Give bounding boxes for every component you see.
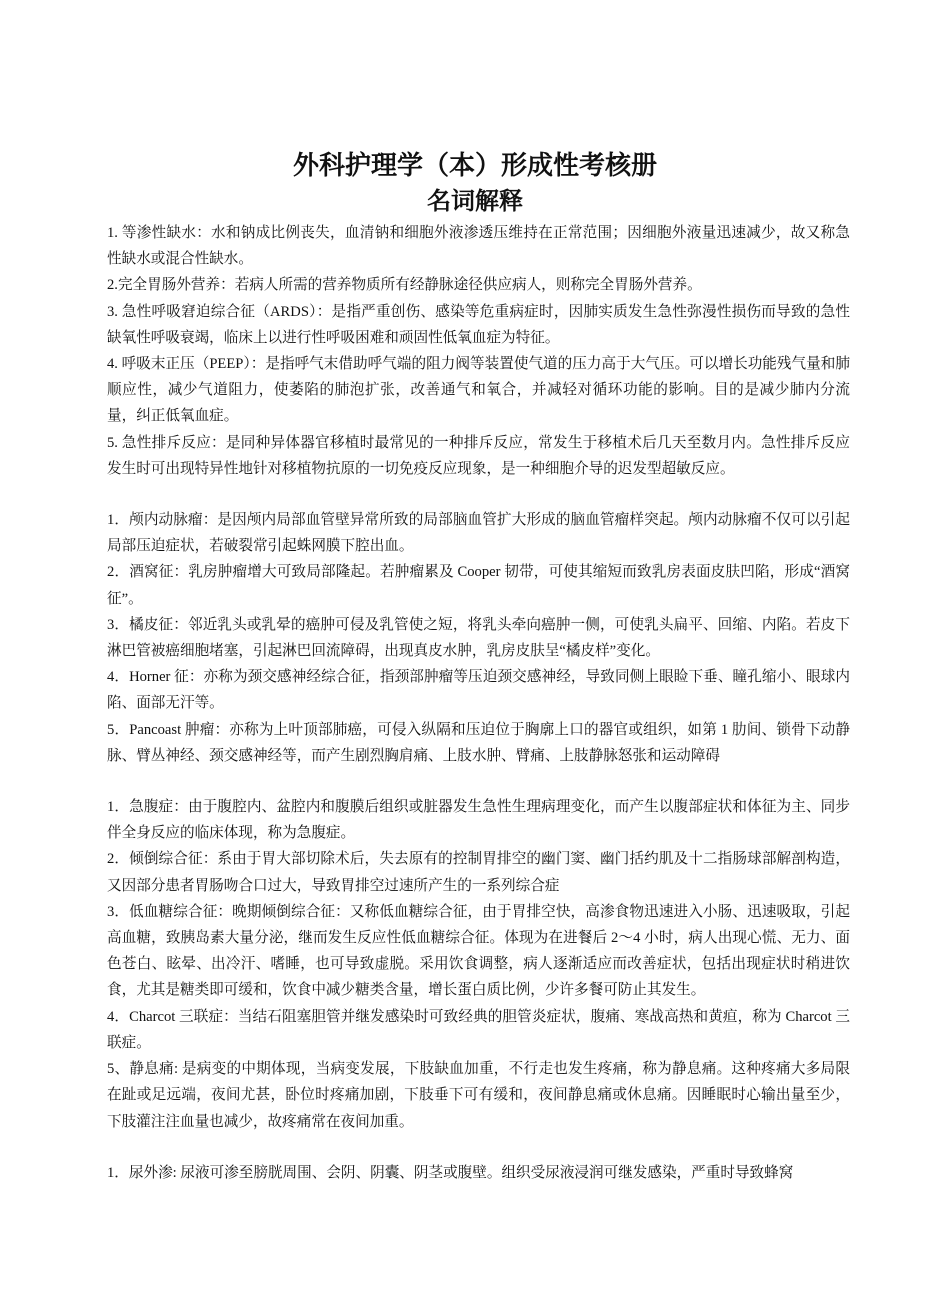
definition-item: 2．酒窝征：乳房肿瘤增大可致局部隆起。若肿瘤累及 Cooper 韧带，可使其缩短而致乳房表面皮肤凹陷，形成“酒窝征”。 [107, 564, 850, 607]
definition-item: 5、静息痛: 是病变的中期体现，当病变发展，下肢缺血加重，不行走也发生疼痛，称为静息痛。这种疼痛大多局限在趾或足远端，夜间尤甚，卧位时疼痛加剧，下肢垂下可有缓和，夜间静息痛或休息痛。因睡眠时心输出量至少，下肢灌注注血量也减少，故疼痛常在夜间加重。 [107, 1061, 850, 1130]
definition-item: 2.完全胃肠外营养：若病人所需的营养物质所有经静脉途径供应病人，则称完全胃肠外营养。 [107, 277, 702, 294]
definition-item: 1．尿外渗: 尿液可渗至膀胱周围、会阴、阴囊、阴茎或腹壁。组织受尿液浸润可继发感染，严重时导致蜂窝 [107, 1164, 794, 1181]
definition-item: 5．Pancoast 肿瘤：亦称为上叶顶部肺癌，可侵入纵隔和压迫位于胸廓上口的器官或组织，如第 1 肋间、锁骨下动静脉、臂丛神经、颈交感神经等，而产生剧烈胸肩痛、上肢水肿、臂痛、上肢静脉怒张和运动障碍 [107, 721, 850, 764]
definition-item: 1．颅内动脉瘤：是因颅内局部血管壁异常所致的局部脑血管扩大形成的脑血管瘤样突起。颅内动脉瘤不仅可以引起局部压迫症状，若破裂常引起蛛网膜下腔出血。 [107, 512, 850, 555]
definition-item: 4．Charcot 三联症：当结石阻塞胆管并继发感染时可致经典的胆管炎症状，腹痛、寒战高热和黄疸，称为 Charcot 三联症。 [107, 1008, 850, 1051]
definition-group-2 [107, 507, 850, 769]
definition-item: 3．低血糖综合征：晚期倾倒综合征：又称低血糖综合征，由于胃排空快，高渗食物迅速进入小肠、迅速吸取，引起高血糖，致胰岛素大量分泌，继而发生反应性低血糖综合征。体现为在进餐后 2～4 小时，病人出现心慌、无力、面色苍白、眩晕、出冷汗、嗜睡，也可导致虚脱。采用饮食调整，病人逐渐适应而改善症状，包括出现症状时稍进饮食，尤其是糖类即可缓和，饮食中减少糖类含量，增长蛋白质比例，少许多餐可防止其发生。 [107, 903, 850, 999]
definition-item: 1．急腹症：由于腹腔内、盆腔内和腹膜后组织或脏器发生急性生理病理变化，而产生以腹部症状和体征为主、同步伴全身反应的临床体现，称为急腹症。 [107, 799, 850, 842]
definition-item: 4. 呼吸末正压（PEEP）：是指呼气末借助呼气端的阻力阀等装置使气道的压力高于大气压。可以增长功能残气量和肺顺应性，减少气道阻力，使萎陷的肺泡扩张，改善通气和氧合，并减轻对循环功能的影响。目的是减少肺内分流量，纠正低氧血症。 [107, 356, 850, 425]
definition-item: 4．Horner 征：亦称为颈交感神经综合征，指颈部肿瘤等压迫颈交感神经，导致同侧上眼睑下垂、瞳孔缩小、眼球内陷、面部无汗等。 [107, 669, 850, 712]
page-title: 外科护理学（本）形成性考核册 [292, 151, 657, 180]
definition-group-3 [107, 794, 850, 1135]
definition-item: 1. 等渗性缺水：水和钠成比例丧失，血清钠和细胞外液渗透压维持在正常范围；因细胞外液量迅速减少，故又称急性缺水或混合性缺水。 [107, 225, 850, 268]
definition-item: 5. 急性排斥反应：是同种异体器官移植时最常见的一种排斥反应，常发生于移植术后几天至数月内。急性排斥反应发生时可出现特异性地针对移植物抗原的一切免疫反应现象，是一种细胞介导的迟发型超敏反应。 [107, 434, 850, 477]
definition-group-4 [107, 1160, 850, 1186]
definition-item: 3. 急性呼吸窘迫综合征（ARDS）：是指严重创伤、感染等危重病症时，因肺实质发生急性弥漫性损伤而导致的急性缺氧性呼吸衰竭，临床上以进行性呼吸困难和顽固性低氧血症为特征。 [107, 303, 850, 346]
definition-item: 3．橘皮征：邻近乳头或乳晕的癌肿可侵及乳管使之短，将乳头牵向癌肿一侧，可使乳头扁平、回缩、内陷。若皮下淋巴管被癌细胞堵塞，引起淋巴回流障碍，出现真皮水肿，乳房皮肤呈“橘皮样”变化。 [107, 616, 850, 660]
definition-group-1 [107, 220, 850, 482]
definition-item: 2．倾倒综合征：系由于胃大部切除术后，失去原有的控制胃排空的幽门窦、幽门括约肌及十二指肠球部解剖构造，又因部分患者胃肠吻合口过大，导致胃排空过速所产生的一系列综合症 [107, 851, 850, 894]
section-heading: 名词解释 [427, 189, 523, 215]
